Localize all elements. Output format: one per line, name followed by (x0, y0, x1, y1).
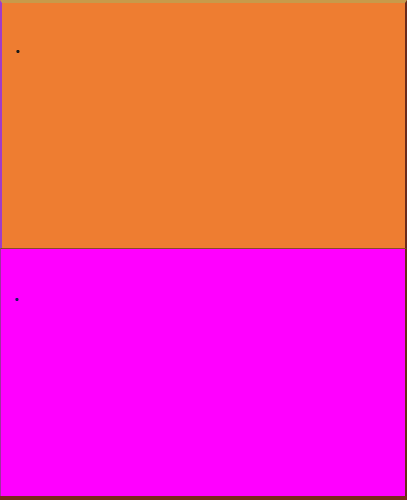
tonality-cell (0, 248, 407, 496)
bottom-border (0, 496, 407, 500)
texture-cell (0, 0, 407, 248)
